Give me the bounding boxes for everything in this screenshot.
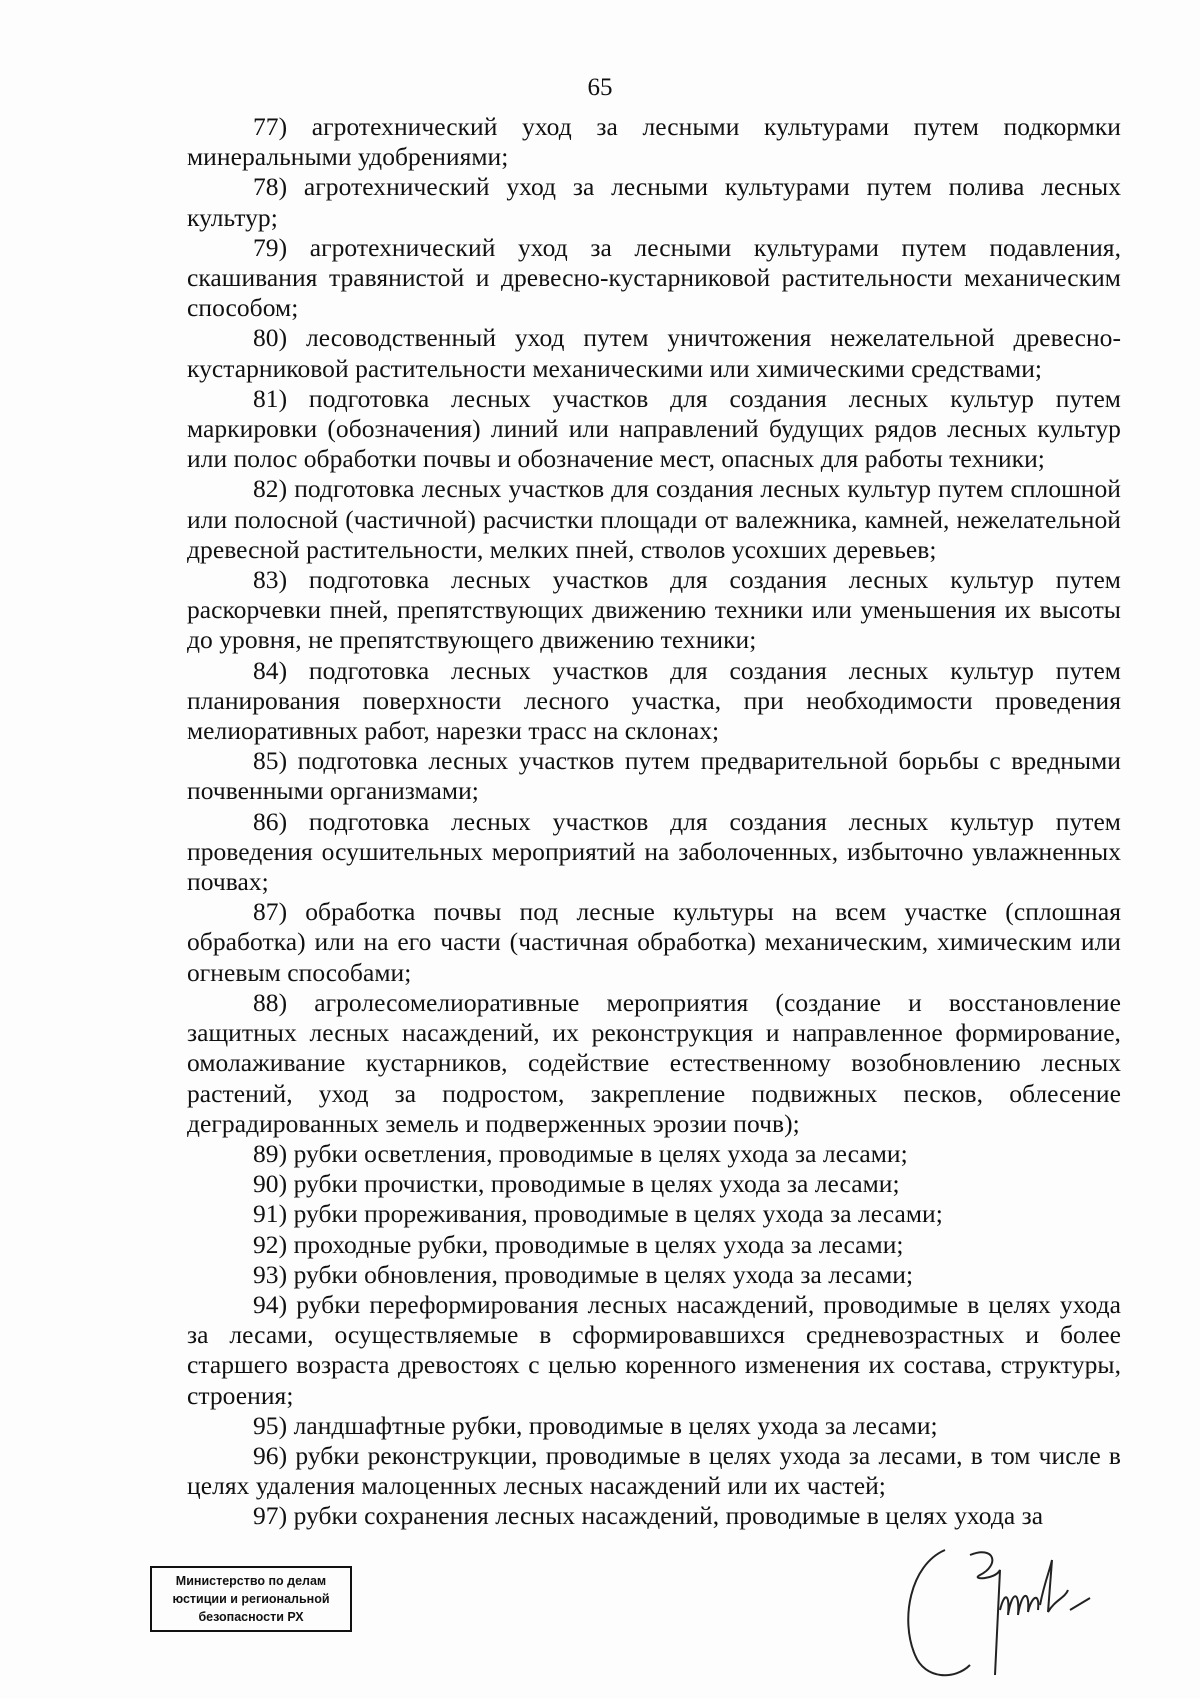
list-item: 94) рубки переформирования лесных насаждений, проводимые в целях ухода за лесами, осуществляемые в сформировавшихся средневозрастных и более старшего возраста древостоях с целью коренного изменения их состава, структуры, строения; (187, 1289, 1121, 1410)
ministry-stamp (150, 1566, 352, 1632)
list-item: 82) подготовка лесных участков для создания лесных культур путем сплошной или полосной (частичной) расчистки площади от валежника, камней, нежелательной древесной растительности, мелких пней, стволов усохших деревьев; (187, 474, 1121, 564)
list-item: 78) агротехнический уход за лесными культурами путем полива лесных культур; (187, 172, 1121, 232)
list-item: 80) лесоводственный уход путем уничтожения нежелательной древесно-кустарниковой растительности механическими или химическими средствами; (187, 323, 1121, 383)
stamp-line: Министерство по делам (175, 1574, 327, 1588)
list-item: 95) ландшафтные рубки, проводимые в целях ухода за лесами; (253, 1410, 938, 1440)
page-number: 65 (587, 74, 613, 101)
list-item: 85) подготовка лесных участков путем предварительной борьбы с вредными почвенными организмами; (187, 746, 1121, 806)
list-item: 87) обработка почвы под лесные культуры на всем участке (сплошная обработка) или на его части (частичная обработка) механическим, химическим или огневым способами; (187, 897, 1121, 987)
list-item: 92) проходные рубки, проводимые в целях ухода за лесами; (253, 1229, 904, 1259)
list-item: 96) рубки реконструкции, проводимые в целях ухода за лесами, в том числе в целях удаления малоценных лесных насаждений или их частей; (187, 1440, 1121, 1501)
list-item: 88) агролесомелиоративные мероприятия (создание и восстановление защитных лесных насаждений, их реконструкция и направленное формирование, омолаживание кустарников, содействие естественному возобновлению лесных растений, уход за подростом, закрепление подвижных песков, облесение деградированных земель и подверженных эрозии почв); (187, 987, 1121, 1138)
list-item: 77) агротехнический уход за лесными культурами путем подкормки минеральными удобрениями; (187, 112, 1121, 172)
list-item: 86) подготовка лесных участков для создания лесных культур путем проведения осушительных мероприятий на заболоченных, избыточно увлажненных почвах; (187, 806, 1121, 897)
list-item: 97) рубки сохранения лесных насаждений, проводимые в целях ухода за (253, 1501, 1044, 1531)
list-item: 93) рубки обновления, проводимые в целях ухода за лесами; (253, 1259, 914, 1289)
list-item: 79) агротехнический уход за лесными культурами путем подавления, скашивания травянистой и древесно-кустарниковой растительности механическим способом; (187, 232, 1121, 323)
list-item: 89) рубки осветления, проводимые в целях ухода за лесами; (253, 1138, 908, 1168)
handwritten-signature (900, 1540, 1130, 1690)
list-item: 90) рубки прочистки, проводимые в целях ухода за лесами; (253, 1169, 900, 1199)
document-body (187, 112, 1121, 1532)
stamp-line: безопасности РХ (198, 1610, 304, 1624)
list-item: 83) подготовка лесных участков для создания лесных культур путем раскорчевки пней, препятствующих движению техники или уменьшения их высоты до уровня, не препятствующего движению техники; (187, 565, 1121, 655)
list-item: 81) подготовка лесных участков для создания лесных культур путем маркировки (обозначения) линий или направлений будущих рядов лесных культур или полос обработки почвы и обозначение мест, опасных для работы техники; (187, 383, 1121, 474)
list-item: 84) подготовка лесных участков для создания лесных культур путем планирования поверхности лесного участка, при необходимости проведения мелиоративных работ, нарезки трасс на склонах; (187, 655, 1121, 746)
list-item: 91) рубки прореживания, проводимые в целях ухода за лесами; (253, 1199, 943, 1229)
stamp-line: юстиции и региональной (172, 1592, 330, 1606)
